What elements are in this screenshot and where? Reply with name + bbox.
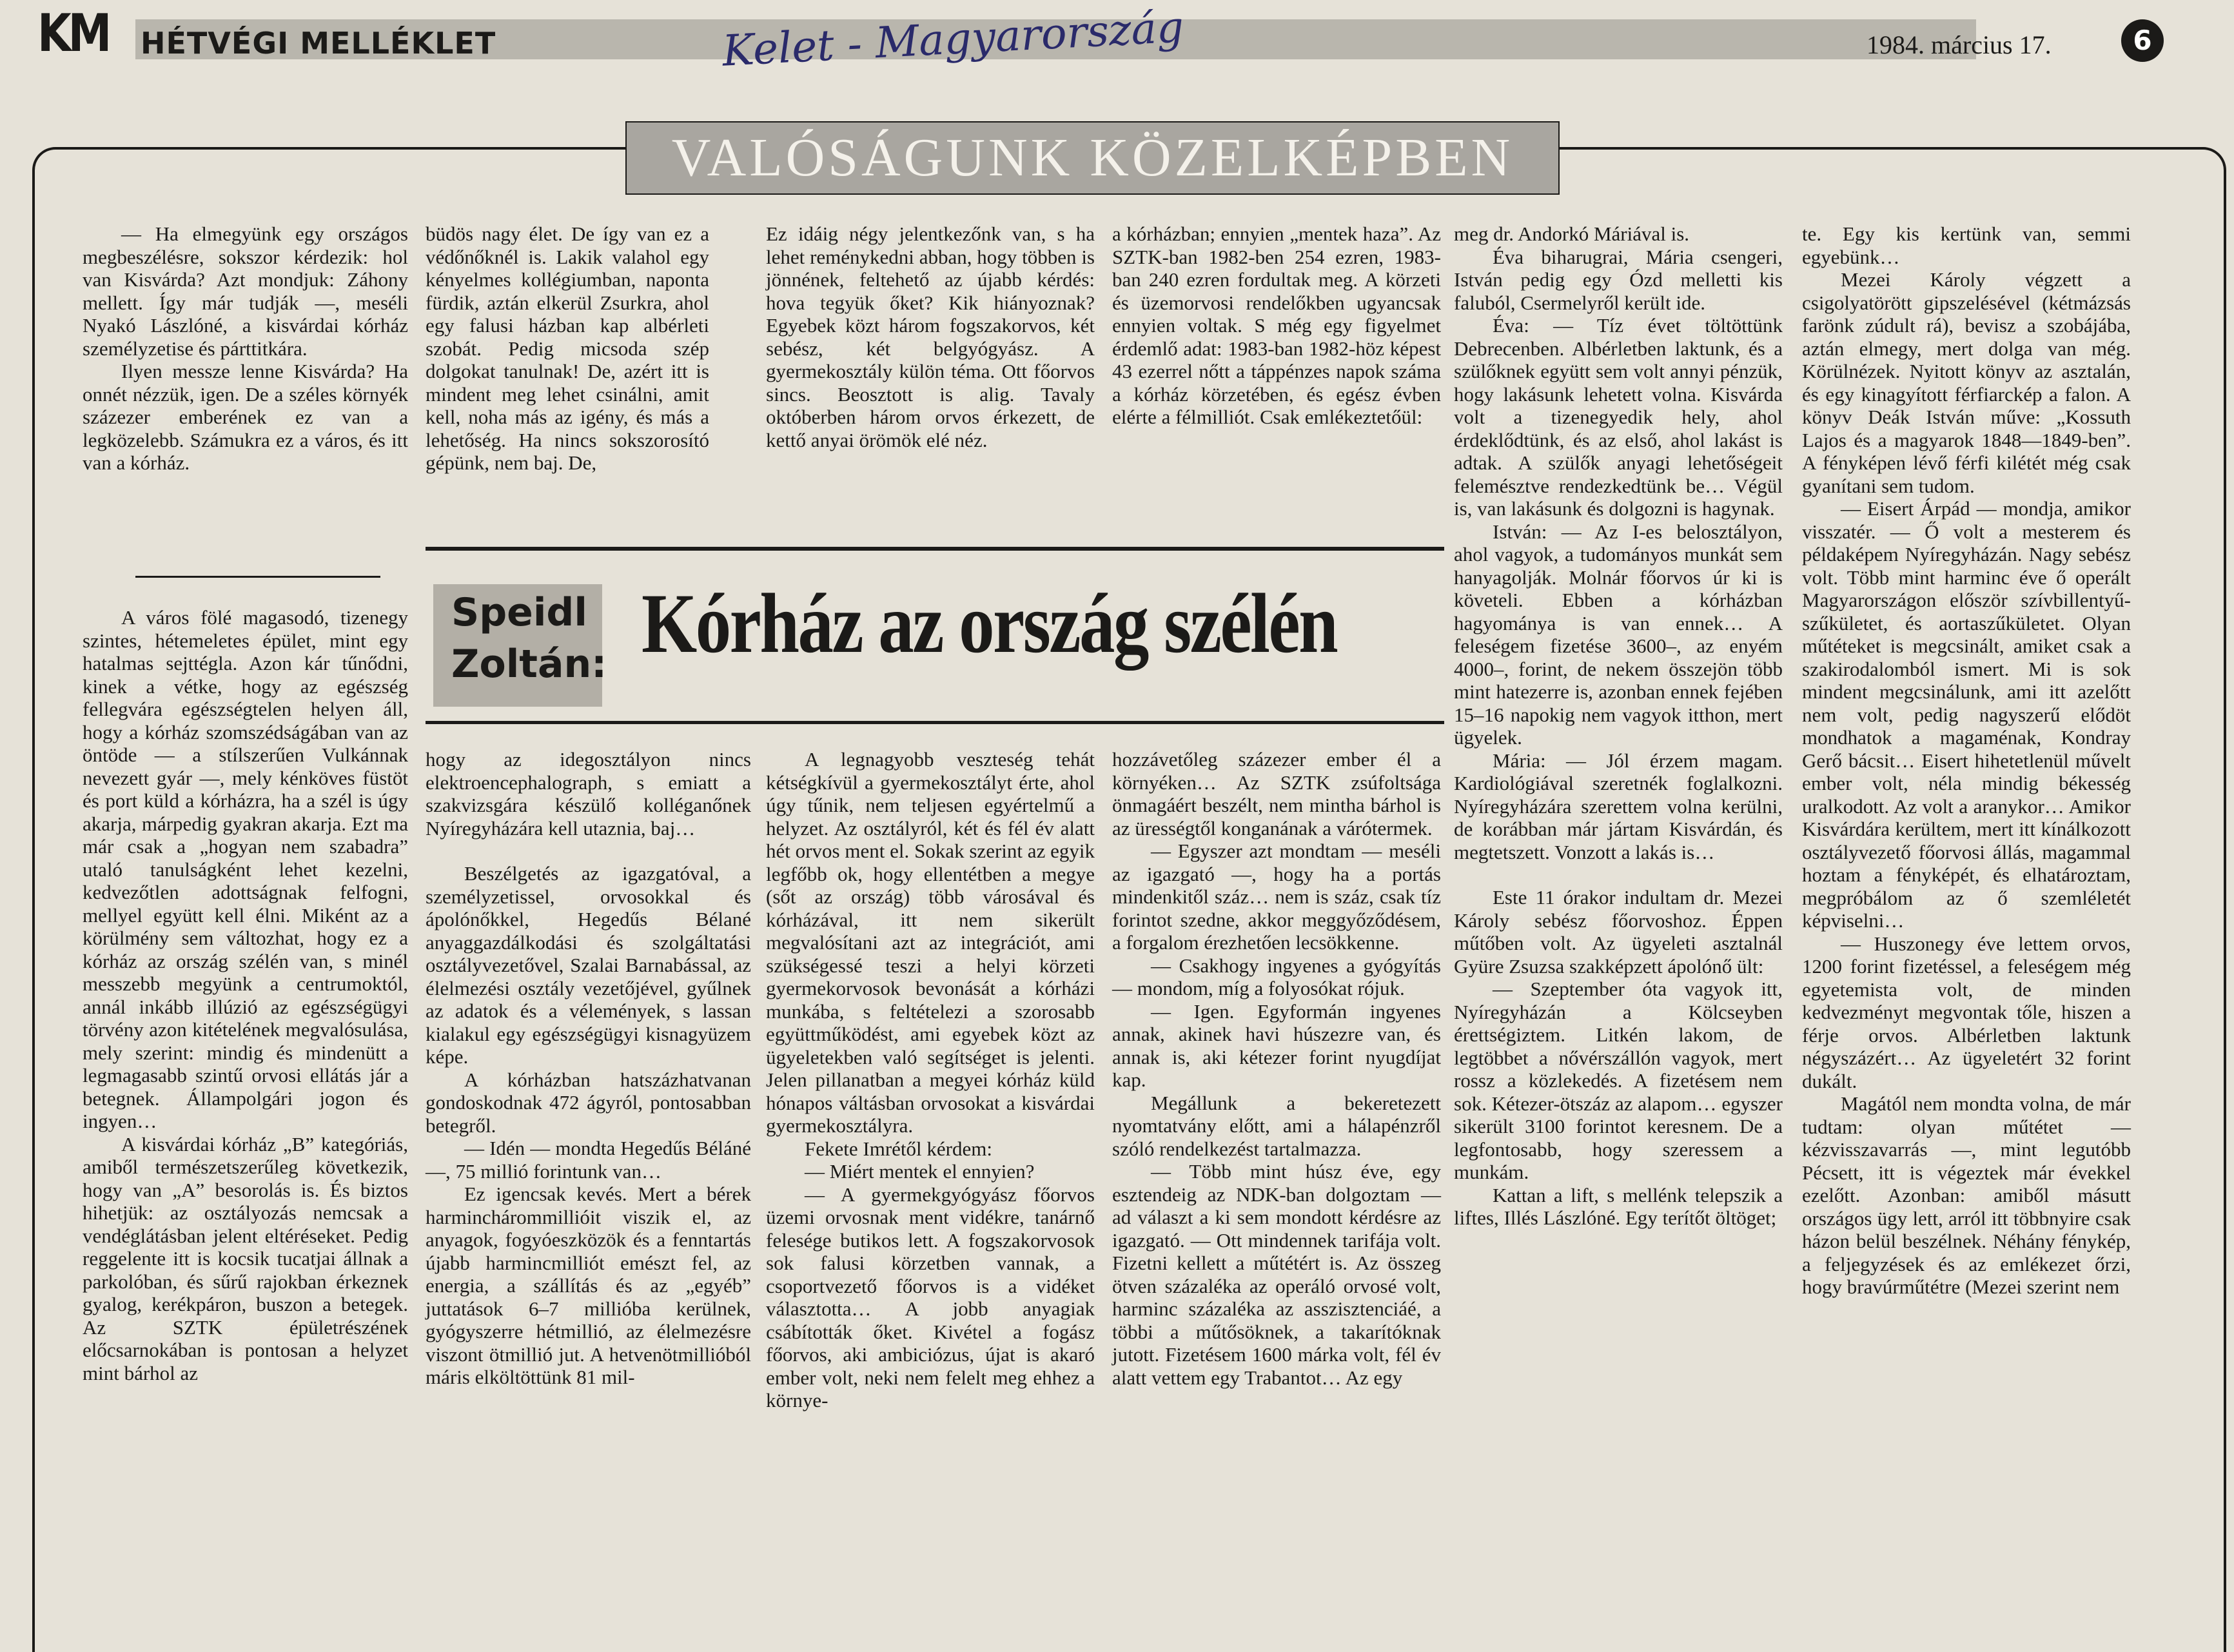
- handwritten-note: Kelet - Magyarország: [721, 2, 1185, 76]
- column-6: [1802, 222, 2131, 1299]
- byline-first-name: Speidl: [451, 590, 587, 635]
- top-column-3: [766, 222, 1095, 451]
- paragraph: a kórházban; ennyien „mentek haza”. Az SZTK-ban 1982-ben 254 ezren, 1983-ban 240 ezren fordultak meg. A körzeti és üzemorvosi rendelőkben ugyancsak ennyien voltak. S még egy figyelmet érdemlő adat: 1983-ban 1982-höz képest 43 ezerrel nőtt a táppénzes napok száma a kórház körzetében, és egész évben elérte a félmilliót. Csak emlékeztetőül:: [1112, 222, 1441, 428]
- page-number-badge: 6: [2121, 19, 2164, 62]
- top-column-2: [426, 222, 709, 475]
- column-3-lower: [766, 748, 1095, 1412]
- paragraph: Éva: — Tíz évet töltöttünk Debrecenben. Albérletben laktunk, és a szülőknek együtt sem volt annyi pénzük, hogy lakásunk lehetett volna. Kisvárda volt a tizenegyedik hely, ahol érdeklődtünk, és az első, ahol lakást is adtak. A szülők anyagi lehetőségeit felemésztve rendezkedtünk be… Végül is, van lakásunk és dolgozni is hagynak.: [1454, 314, 1783, 520]
- paragraph: — Több mint húsz éve, egy esztendeig az NDK-ban dolgoztam — ad választ a ki sem mondott kérdésre az igazgató. — Ott mindennek tarifája volt. Fizetni kellett a műtétért is. Az összeg ötven százaléka az operáló orvosé volt, harminc százaléka az asszisztenciáé, a többi a műtősöknek, a takarítóknak jutott. Fizetésem 1600 márka volt, fél év alatt vettem egy Trabantot… Az egy: [1112, 1160, 1441, 1389]
- issue-date: 1984. március 17.: [1867, 30, 2052, 59]
- paragraph: A kórházban hatszázhatvanan gondoskodnak 472 ágyról, pontosabban betegről.: [426, 1068, 751, 1137]
- paragraph: Ez igencsak kevés. Mert a bérek harminchárommillióit viszik el, az anyagok, fogyóeszközök és a fenntartás újabb harmincmilliót emészt fel, az energia, a szállítás és az „egyéb” juttatások 6–7 millióba kerülnek, gyógyszerre hétmillió, az élelmezésre viszont ötmillió jut. A hetvenötmillióból máris elköltöttünk 81 mil-: [426, 1183, 751, 1388]
- column-5: [1454, 222, 1783, 1230]
- paragraph: hogy az idegosztályon nincs elektroencephalograph, s emiatt a szakvizsgára készülő kolléganőnek Nyíregyházára kell utaznia, baj…: [426, 748, 751, 840]
- paragraph: A legnagyobb veszteség tehát kétségkívül a gyermekosztályt érte, ahol úgy tűnik, nem teljesen egyértelmű a helyzet. Az osztályról, két és fél év alatt hét orvos ment el. Sokak szerint az egyik legfőbb ok, hogy ellentétben a megye (sőt az ország) több városával és kórházával, itt nem sikerült megvalósítani azt az integrációt, ami szükségessé teszi a helyi körzeti gyermekorvosok bevonását a kórházi munkába, s feltételezi a szorosabb együttműködést, ami egyebek közt az ügyeletekben való segítséget is jelenti. Jelen pillanatban a megyei kórház küld hónapos váltásban orvosokat a kisvárdai gyermekosztályra.: [766, 748, 1095, 1137]
- paragraph: meg dr. Andorkó Máriával is.: [1454, 222, 1690, 245]
- paragraph: Este 11 órakor indultam dr. Mezei Károly sebész főorvoshoz. Éppen műtőben volt. Az ügyeleti asztalnál Gyüre Zsuzsa szakképzett ápolónő ült:: [1454, 886, 1783, 978]
- paragraph: büdös nagy élet. De így van ez a védőnőknél is. Lakik valahol egy kényelmes kollégiumban, naponta fürdik, aztán elkerül Zsurkra, ahol egy falusi házban kap albérleti szobát. Pedig micsoda szép dolgokat tanulnak! De, azért itt is mindent meg lehet csinálni, amit kell, noha más az igény, és más a lehetőség. Ha nincs sokszorosító gépünk, nem baj. De,: [426, 222, 709, 474]
- paragraph: — Igen. Egyformán ingyenes annak, akinek havi húszezre van, és annak is, aki kétezer forint nyugdíjat kap.: [1112, 999, 1441, 1091]
- article-headline: Kórház az ország szélén: [642, 576, 1337, 671]
- top-column-1: [83, 222, 408, 475]
- paragraph: — Egyszer azt mondtam — meséli az igazgató —, hogy ha a portás mindenkitől száz… nem is száz, csak tíz forintot szedne, akkor meggyőződésem, a forgalom érezhetően lecsökkenne.: [1112, 840, 1441, 954]
- paragraph: — Miért mentek el ennyien?: [805, 1160, 1035, 1183]
- column-4-lower: [1112, 748, 1441, 1389]
- paragraph: Megállunk a bekeretezett nyomtatvány előtt, ami a hálapénzről szóló rendelkezést tartalmazza.: [1112, 1091, 1441, 1160]
- paragraph: — Eisert Árpád — mondja, amikor visszatér. — Ő volt a mesterem és példaképem Nyíregyházán. Nagy sebész volt. Több mint harminc éve ő operált Magyarországon először szívbillentyű-szűkületet, és aortaszűkületet. Olyan műtéteket is megcsinált, amiket csak a szakirodalomból ismert. Mi is sok mindent megcsinálunk, ami itt azelőtt nem volt, pedig nagyszerű elődöt mondhatok a magaménak, Kondray Gerő bácsit… Eisert hihetetlenül művelt ember volt, néla mindig békesség uralkodott. Az volt a aranykor… Amikor Kisvárdára kerültem, mert itt kínálkozott osztályvezető főorvosi állás, magammal hoztam a fényképét, és elhatároztam, megpróbálom az ő szemléletét képviselni…: [1802, 497, 2131, 932]
- paragraph: Magától nem mondta volna, de már tudtam: olyan műtétet — kézvisszavarrás —, mint legutóbb Pécsett, itt is végeztek már évekkel ezelőtt. Azonban: amiből másutt országos ügy lett, arról itt többnyire csak házon belül beszélnek. Néhány fénykép, a feljegyzések és az emlékezet őrzi, hogy bravúrműtétre (Mezei szerint nem: [1802, 1092, 2131, 1298]
- paragraph: István: — Az I-es belosztályon, ahol vagyok, a tudományos munkát sem hanyagolják. Molnár főorvos úr ki is követeli. Ebben a kórházban hagyománya is van ennek… A feleségem fizetése 3600–, az enyém 4000–, forint, de nekem összejön több mint hatezerre is, azonban ennek fejében 15–16 napokig nem vagyok itthon, mert ügyelek.: [1454, 520, 1783, 749]
- paragraph: — Idén — mondta Hegedűs Béláné —, 75 millió forintunk van…: [426, 1137, 751, 1183]
- paragraph: Mezei Károly végzett a csigolyatörött gipszelésével (kétmázsás farönk zúdult rá), bevisz a szobájába, aztán elmegy, mert dolga van még. Körülnézek. Nyitott könyv az asztalán, és egy kinagyított férfiarckép a falon. A könyv Deák István műve: „Kossuth Lajos és a magyarok 1848—1849-ben”. A fényképen lévő férfi kilétét még csak gyanítani sem tudom.: [1802, 268, 2131, 497]
- paragraph: Fekete Imrétől kérdem:: [805, 1137, 992, 1160]
- paragraph: A város fölé magasodó, tizenegy szintes, hétemeletes épület, mint egy hatalmas sejttégla. Azon kár tűnődni, kinek a vétke, hogy az egészség fellegvára egészségtelen helyen áll, hogy a kórház szomszédságában van az öntöde — a stílszerűen Vulkánnak nevezett gyár —, mely kénköves füstöt és port küld a kórházra, ha a szél is úgy akarja, márpedig gyakran akarja. Ezt ma már csak a „hogyan nem szabadra” utaló tanulságként lehet kezelni, kedvezőtlen adottságnak felfogni, mellyel együtt kell élni. Miként az a körülmény sem változhat, hogy ez a kórház az ország szélén van, s minél messzebb megyünk a centrumoktól, annál inkább illúzió az egészségügyi törvény azon kitételének megvalósulása, mely szerint: mindig és mindenütt a legmagasabb szintű orvosi ellátás jár a betegnek. Állampolgári jogon és ingyen…: [83, 606, 408, 1132]
- column-2-lower: [426, 748, 751, 1389]
- paragraph: — Huszonegy éve lettem orvos, 1200 forint fizetéssel, a feleségem még egyetemista volt, de minden kedvezményt megvontak tőle, hiszen a férje orvos. Albérletben laktunk négyszázért… Az ügyeletért 32 forint dukált.: [1802, 932, 2131, 1092]
- paragraph: Ilyen messze lenne Kisvárda? Ha onnét nézzük, igen. De a széles környék százezer emberének ez van a legközelebb. Számukra ez a város, és itt van a kórház.: [83, 360, 408, 474]
- masthead-title: HÉTVÉGI MELLÉKLET: [141, 26, 496, 61]
- paragraph: — Ha elmegyünk egy országos megbeszélésre, sokszor kérdezik: hol van Kisvárda? Azt mondjuk: Záhony mellett. Így már tudják —, meséli Nyakó Lászlóné, a kisvárdai kórház személyzetise és párttitkára.: [83, 222, 408, 360]
- paragraph: Mária: — Jól érzem magam. Kardiológiával szeretnék foglalkozni. Nyíregyházára szerettem volna kerülni, de korábban már jártam Kisvárdán, és megtetszett. Vonzott a lakás is…: [1454, 749, 1783, 863]
- paragraph: Beszélgetés az igazgatóval, a személyzetissel, orvosokkal és ápolónőkkel, Hegedűs Bélané anyaggazdálkodási és szolgáltatási osztályvezetővel, Szalai Barnabással, az élelmezési osztály vezetőjével, gyűlnek az adatok és a vélemények, s lassan kialakul egy egészségügyi kisnagyüzem képe.: [426, 862, 751, 1068]
- paragraph: Éva biharugrai, Mária csengeri, István pedig egy Ózd melletti kis faluból, Csermelyről került ide.: [1454, 245, 1783, 314]
- paragraph: — A gyermekgyógyász főorvos üzemi orvosnak ment vidékre, tanárnő felesége butikos lett. A fogszakorvosok sok falusi körzetben vannak, a csoportvezető főorvos is a vidéket választotta… A jobb anyagiak csábították őket. Kivétel a fogász főorvos, aki ambiciózus, újat is akaró ember volt, neki nem felelt meg ehhez a környe-: [766, 1183, 1095, 1411]
- section-title: VALÓSÁGUNK KÖZELKÉPBEN: [625, 121, 1560, 195]
- paragraph: Kattan a lift, s mellénk telepszik a liftes, Illés Lászlóné. Egy terítőt öltöget;: [1454, 1183, 1783, 1229]
- paragraph: te. Egy kis kertünk van, semmi egyebünk…: [1802, 222, 2131, 268]
- headline-rule-bottom: [426, 721, 1444, 724]
- headline-rule-top: [426, 547, 1444, 551]
- byline-last-name: Zoltán:: [451, 642, 607, 687]
- column-divider: [135, 576, 380, 578]
- top-column-4: [1112, 222, 1441, 429]
- paragraph: — Csakhogy ingyenes a gyógyítás — mondom, míg a folyosókat rójuk.: [1112, 954, 1441, 999]
- paragraph: A kisvárdai kórház „B” kategóriás, amiből természetszerűleg következik, hogy van „A” besorolás is. És biztos hihetjük: az osztályozás nemcsak a vendéglátásban jelent eltéréseket. Pedig reggelente itt is kocsik tucatjai állnak a parkolóban, és sűrű rajokban érkeznek gyalog, kerékpáron, buszon a betegek. Az SZTK épületrészének előcsarnokában is pontosan a helyzet mint bárhol az: [83, 1132, 408, 1384]
- column-1-lower: [83, 606, 408, 1384]
- masthead-logo: KM: [37, 3, 109, 63]
- paragraph: hozzávetőleg százezer ember él a környéken… Az SZTK zsúfoltsága önmagáért beszélt, nem mintha bárhol is az ürességtől konganának a várótermek.: [1112, 748, 1441, 840]
- paragraph: — Szeptember óta vagyok itt, Nyíregyházán a Kölcseyben érettségiztem. Litkén lakom, de legtöbbet a nővérszállón vagyok, mert rossz a közlekedés. A fizetésem nem sok. Kétezer-ötszáz az alapom… egyszer sikerült 3100 forintot keresnem. De a legfontosabb, hogy szeressem a munkám.: [1454, 978, 1783, 1183]
- paragraph: Ez idáig négy jelentkezőnk van, s ha lehet reménykedni abban, hogy többen is jönnének, feltehető az újabb kérdés: hova tegyük őket? Kik hiányoznak? Egyebek közt három fogszakorvos, két sebész, két belgyógyász. A gyermekosztály külön téma. Ott főorvos sincs. Beosztott is alig. Tavaly októberben három orvos érkezett, de kettő anyai örömök elé néz.: [766, 222, 1095, 451]
